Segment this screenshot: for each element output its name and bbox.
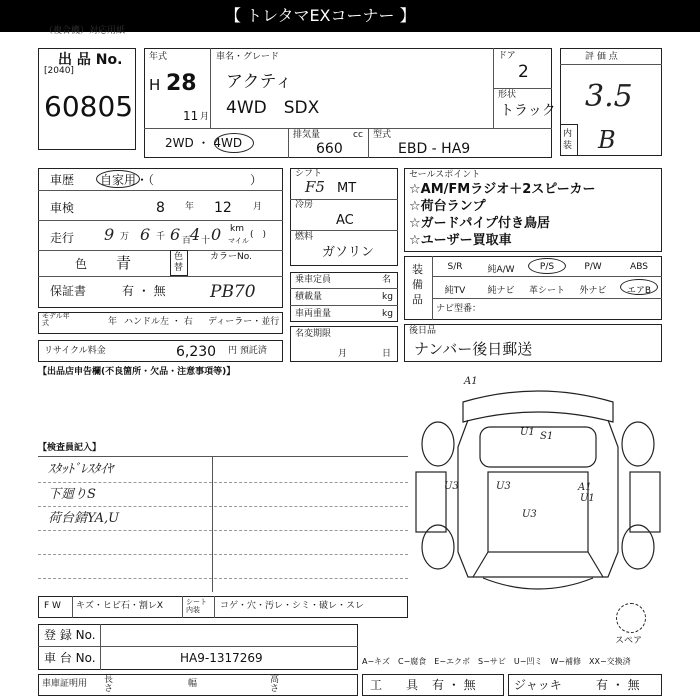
drive-options: 2WD ・ 4WD	[165, 136, 243, 150]
mileage-unit-man: 万	[120, 232, 130, 242]
after-docs-value: ナンバー後日郵送	[414, 340, 533, 358]
mileage-unit-hyaku: 百	[182, 236, 192, 246]
color-value: 青	[116, 254, 132, 272]
chassis-value: HA9-1317269	[180, 651, 263, 665]
equip-airbag-circle	[620, 279, 658, 295]
fw-label: F W	[44, 601, 61, 611]
handle-value: 左 ・ 右	[160, 317, 193, 327]
selling-point-2: ☆荷台ランプ	[409, 199, 486, 214]
mileage-note: ( )	[250, 230, 267, 240]
year-month: 11	[183, 109, 199, 123]
equip-ps-circle	[528, 258, 566, 274]
jack-label: ジャッキ	[514, 678, 562, 692]
damage-legend-b: コゲ・穴・汚レ・シミ・破レ・スレ	[220, 601, 365, 611]
weight-label: 車両重量	[295, 309, 332, 319]
jack-value: 有 ・ 無	[596, 678, 640, 692]
cert-col-width: 幅	[188, 679, 198, 689]
name-change-label: 名変期限	[295, 329, 332, 339]
equip-sr: S/R	[447, 262, 463, 272]
displacement-unit: cc	[353, 130, 363, 140]
history-circle	[96, 170, 140, 188]
recycle-unit: 円 預託済	[228, 346, 267, 356]
selling-point-3: ☆ガードパイプ付き鳥居	[409, 216, 551, 231]
warranty-value: 有 ・ 無	[122, 284, 166, 298]
equip-aw: 純A/W	[487, 265, 515, 275]
equipment-label: 装備品	[412, 263, 423, 306]
diagram-mark-u1-top: U1	[520, 427, 535, 438]
spare-label: スペア	[615, 636, 643, 646]
year-month-unit: 月	[200, 112, 210, 122]
inspection-year-unit: 年	[185, 202, 195, 212]
doors-value: 2	[518, 62, 529, 82]
fuel-label: 燃料	[295, 232, 314, 242]
selling-points-label: セールスポイント	[409, 170, 481, 180]
shape-label: 形状	[498, 90, 517, 100]
inspection-month-unit: 月	[253, 202, 263, 212]
year-era: H	[149, 76, 161, 94]
recycle-value: 6,230	[176, 344, 217, 360]
inspector-label: 【検査員記入】	[38, 443, 102, 453]
after-docs-label: 後日品	[409, 326, 437, 336]
chassis-label: 車 台 No.	[44, 651, 96, 665]
cert-label: 車庫証明用	[42, 679, 88, 689]
equip-pw: P/W	[584, 262, 602, 272]
name-change-day: 日	[382, 349, 392, 359]
diagram-mark-u3-right: U3	[496, 481, 511, 492]
car-name: アクティ	[226, 72, 293, 92]
mileage-digit-1: 9	[104, 225, 115, 244]
mileage-unit-sen: 千	[156, 232, 166, 242]
year-value: 28	[166, 71, 197, 96]
diagram-mark-s1-top: S1	[540, 431, 554, 442]
score-value: 3.5	[585, 79, 633, 114]
diagram-mark-a1-top: A1	[464, 376, 478, 387]
corner-label: （複合機）対応用紙	[44, 26, 126, 36]
mileage-unit-mile: マイル	[228, 237, 249, 245]
shape-value: トラック	[500, 103, 556, 119]
shift-hand: F5	[305, 178, 325, 196]
selling-point-1: ☆AM/FMラジオ＋2スピーカー	[409, 182, 596, 197]
inspector-note-3: 荷台錆YA,U	[48, 511, 120, 526]
handle-label: ハンドル	[124, 317, 161, 327]
lot-label: 出 品 No.	[58, 52, 123, 68]
lot-stamp: [2040]	[44, 66, 74, 76]
seller-notes-label: 【出品店申告欄(不良箇所・欠品・注意事項等)】	[38, 367, 236, 377]
equip-ps: P/S	[539, 262, 555, 272]
cert-col-length: 長さ	[104, 675, 114, 694]
drive-selected-circle	[214, 133, 254, 153]
interior-score: B	[598, 126, 616, 154]
recycle-label: リサイクル料金	[44, 346, 106, 356]
color-no-label: カラーNo.	[210, 252, 252, 262]
interior-label: 内装	[563, 129, 573, 151]
mileage-digit-3: 6	[170, 225, 181, 244]
model-year-unit: 年	[108, 317, 118, 327]
color-code: PB70	[210, 282, 256, 302]
inspection-label: 車検	[50, 201, 75, 215]
year-label: 年式	[149, 52, 168, 62]
inspection-month: 12	[214, 200, 232, 216]
tools-value: 有 ・ 無	[432, 678, 476, 692]
mileage-digit-5: 0	[211, 225, 222, 244]
reg-label: 登 録 No.	[44, 628, 96, 642]
mileage-label: 走行	[50, 231, 75, 245]
weight-unit: kg	[382, 309, 393, 319]
name-label: 車名・グレード	[216, 52, 280, 62]
color-label: 色	[75, 257, 88, 271]
load-unit: kg	[382, 292, 393, 302]
equip-abs: ABS	[630, 262, 648, 272]
fuel-value: ガソリン	[322, 245, 375, 260]
navi-label: ナビ型番：	[436, 304, 482, 314]
equip-ext-navi: 外ナビ	[579, 286, 607, 296]
inspection-year: 8	[156, 200, 165, 216]
equip-airbag: エアB	[626, 286, 652, 296]
banner-title: 【 トレタマEXコーナー 】	[225, 6, 416, 25]
equip-leather: 革シート	[528, 286, 565, 296]
warranty-label: 保証書	[50, 284, 87, 298]
capacity-label: 乗車定員	[295, 275, 332, 285]
diagram-mark-u3-left: U3	[444, 481, 459, 492]
color-change-label: 色替	[174, 252, 184, 273]
model-label: 型式	[373, 130, 392, 140]
history-label: 車歴	[50, 173, 75, 187]
codes-legend: A−キズ C−腐食 E−エクボ S−サビ U−凹ミ W−補修 XX−交換済	[362, 657, 631, 666]
diagram-mark-u1-right: U1	[580, 493, 595, 504]
inspector-note-2: 下廻りS	[48, 487, 96, 502]
selling-point-4: ☆ユーザー買取車	[409, 233, 512, 248]
diagram-mark-a1-right: A1	[578, 482, 592, 493]
mileage-digit-2: 6	[140, 225, 151, 244]
equip-navi: 純ナビ	[487, 286, 515, 296]
dealer-label: ディーラー・並行	[208, 317, 280, 327]
tools-label: 工 具	[370, 678, 419, 692]
lot-number: 60805	[44, 90, 134, 123]
score-label: 評 価 点	[585, 52, 618, 62]
diagram-mark-u3-bed: U3	[522, 509, 537, 520]
cert-col-height: 高さ	[270, 675, 280, 694]
history-value: 自家用・（ ）	[100, 173, 263, 187]
seat-label: シート内装	[186, 598, 207, 614]
equip-tv: 純TV	[444, 286, 466, 296]
model-year-label: モデル年式	[42, 312, 70, 327]
model-code: EBD - HA9	[398, 141, 471, 157]
inspector-note-1: ｽﾀｯﾄﾞﾚｽﾀｲﾔ	[48, 462, 113, 477]
name-change-month: 月	[338, 349, 348, 359]
mileage-unit-km: km	[230, 224, 244, 234]
displacement-label: 排気量	[293, 130, 321, 140]
shift-value: MT	[337, 181, 357, 196]
doors-label: ドア	[498, 51, 516, 61]
car-grade: 4WD SDX	[226, 98, 320, 118]
displacement-value: 660	[316, 141, 343, 157]
damage-legend-a: キズ・ヒビ石・割レX	[76, 601, 163, 611]
mileage-digit-4: 4	[190, 225, 201, 244]
load-label: 積載量	[295, 292, 323, 302]
ac-value: AC	[336, 213, 354, 228]
ac-label: 冷房	[295, 200, 314, 210]
capacity-unit: 名	[382, 275, 392, 285]
spare-tire-circle	[616, 603, 646, 633]
shift-label: シフト	[295, 169, 323, 179]
mileage-unit-juu: 十	[201, 236, 211, 246]
